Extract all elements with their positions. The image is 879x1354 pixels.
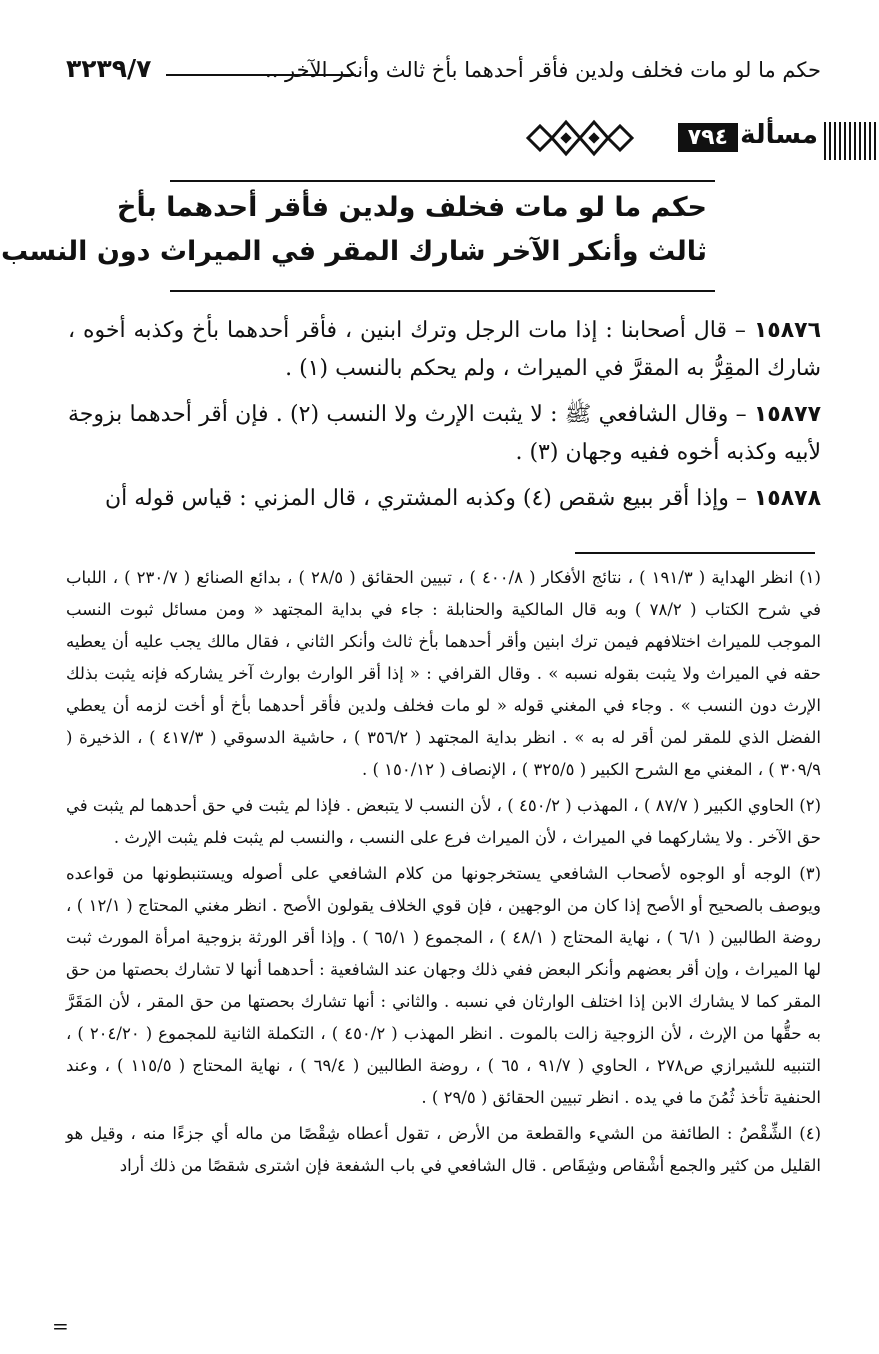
footnote: (٤) الشِّقْصُ : الطائفة من الشيء والقطعة من الأرض ، تقول أعطاه شِقْصًا من ماله أي جزءًا منه ، وقيل هو القليل من كثير والجمع أشْقاص وشِقَاص . قال الشافعي في باب الشفعة فإن اشترى شقصًا من ذلك أراد <box>66 1124 821 1175</box>
paragraph-number: ١٥٨٧٨ <box>753 486 821 511</box>
issue-title-line-1: حكم ما لو مات فخلف ولدين فأقر أحدهما بأخ <box>116 192 707 223</box>
footnote-separator <box>575 552 815 554</box>
issue-title-line-2: ثالث وأنكر الآخر شارك المقر في الميراث دون النسب <box>0 236 707 267</box>
issue-title-block <box>0 180 715 292</box>
paragraph-text: – وقال الشافعي ﷺ : لا يثبت الإرث ولا النسب (٢) . فإن أقر أحدهما بزوجة لأبيه وكذبه أخوه ففيه وجهان (٣) . <box>68 402 821 465</box>
running-header-rule <box>166 74 356 76</box>
paragraph-number: ١٥٨٧٧ <box>753 402 822 427</box>
paragraph-text: – وإذا أقر ببيع شقص (٤) وكذبه المشتري ، قال المزني : قياس قوله أن <box>104 486 747 511</box>
footnotes <box>66 562 821 1186</box>
running-header <box>66 54 821 94</box>
page-number: ٣٢٣٩/٧ <box>66 54 152 83</box>
continuation-mark: = <box>52 1314 69 1338</box>
geometric-ornament-icon <box>522 114 634 162</box>
footnote: (٣) الوجه أو الوجوه لأصحاب الشافعي يستخرجونها من كلام الشافعي على أصوله ويستنبطونها من قواعده ويوصف بالصحيح أو الأصح إذا كان من الوجهين ، فإن قوي الخلاف يقولون الأصح . انظر مغني المحتاج ( ١٢/١ ) ، روضة الطالبين ( ٦/١ ) ، نهاية المحتاج ( ٤٨/١ ) ، المجموع ( ٦٥/١ ) . وإذا أقر الورثة بزوجية امرأة المورث ثبت لها الميراث ، وإن أقر بعضهم وأنكر البعض ففي ذلك وجهان عند الشافعية : أحدهما أنها لا تشارك بحصتها من حق المقر كما لا يشارك الابن إذا اختلف الوارثان في نسبه . والثاني : أنها تشارك بحصتها من حق المقر ، لأن المَقَرَّ به حقُّها من الإرث ، لأن الزوجية زالت بالموت . انظر المهذب ( ٤٥٠/٢ ) ، التكملة الثانية للمجموع ( ٢٠٤/٢٠ ) ، التنبيه للشيرازي ص٢٧٨ ، الحاوي ( ٩١/٧ ، ٦٥ ) ، روضة الطالبين ( ٦٩/٤ ) ، نهاية المحتاج ( ١١٥/٥ ) ، وعند الحنفية تأخذ ثُمُنَ ما في يده . انظر تبيين الحقائق ( ٢٩/٥ ) . <box>66 864 822 1107</box>
title-rule-top <box>170 180 715 182</box>
masala-number: ٧٩٤ <box>678 123 738 152</box>
masala-label: مسألة <box>740 120 818 150</box>
paragraph-text: – قال أصحابنا : إذا مات الرجل وترك ابنين ، فأقر أحدهما بأخ وكذبه أخوه ، شارك المقِرُّ به المقرَّ في الميراث ، ولم يحكم بالنسب (١) . <box>68 318 821 381</box>
footnote: (١) انظر الهداية ( ١٩١/٣ ) ، نتائج الأفكار ( ٤٠٠/٨ ) ، تبيين الحقائق ( ٢٨/٥ ) ، بدائع الصنائع ( ٢٣٠/٧ ) ، اللباب في شرح الكتاب ( ٧٨/٢ ) وبه قال المالكية والحنابلة : جاء في بداية المجتهد « ومن مسائل ثبوت النسب الموجب للميراث اختلافهم فيمن ترك ابنين وأقر أحدهما بأخ ثالث وأنكر الثاني ، فقال مالك يجب عليه أن يعطيه حقه في الميراث ولا يثبت بقوله نسبه » . وقال القرافي : « إذا أقر الوارث بوارث آخر يشاركه فإنه يثبت بذلك الإرث دون النسب » . وجاء في المغني قوله « لو مات فخلف ولدين فأقر أحدهما بأخ أو أخت لزمه أن يعطي الفضل الذي للمقر لمن أقر له به » . انظر بداية المجتهد ( ٣٥٦/٢ ) ، حاشية الدسوقي ( ٤١٧/٣ ) ، الذخيرة ( ٣٠٩/٩ ) ، المغني مع الشرح الكبير ( ٣٢٥/٥ ) ، الإنصاف ( ١٥٠/١٢ ) . <box>66 568 822 779</box>
body-text <box>68 312 821 526</box>
paragraph <box>68 312 821 388</box>
paragraph-number: ١٥٨٧٦ <box>753 318 821 343</box>
paragraph <box>68 480 821 518</box>
running-header-title: حكم ما لو مات فخلف ولدين فأقر أحدهما بأخ ثالث وأنكر الآخر .. <box>265 58 821 82</box>
striped-ornament <box>824 122 879 160</box>
paragraph <box>68 396 821 472</box>
masala-banner <box>518 114 879 162</box>
footnote: (٢) الحاوي الكبير ( ٨٧/٧ ) ، المهذب ( ٤٥٠/٢ ) ، لأن النسب لا يتبعض . فإذا لم يثبت في حق أحدهما لم يثبت في حق الآخر . ولا يشاركهما في الميراث ، لأن الميراث فرع على النسب ، والنسب لم يثبت فلم يثبت الإرث . <box>66 796 822 847</box>
title-rule-bottom <box>170 290 715 292</box>
